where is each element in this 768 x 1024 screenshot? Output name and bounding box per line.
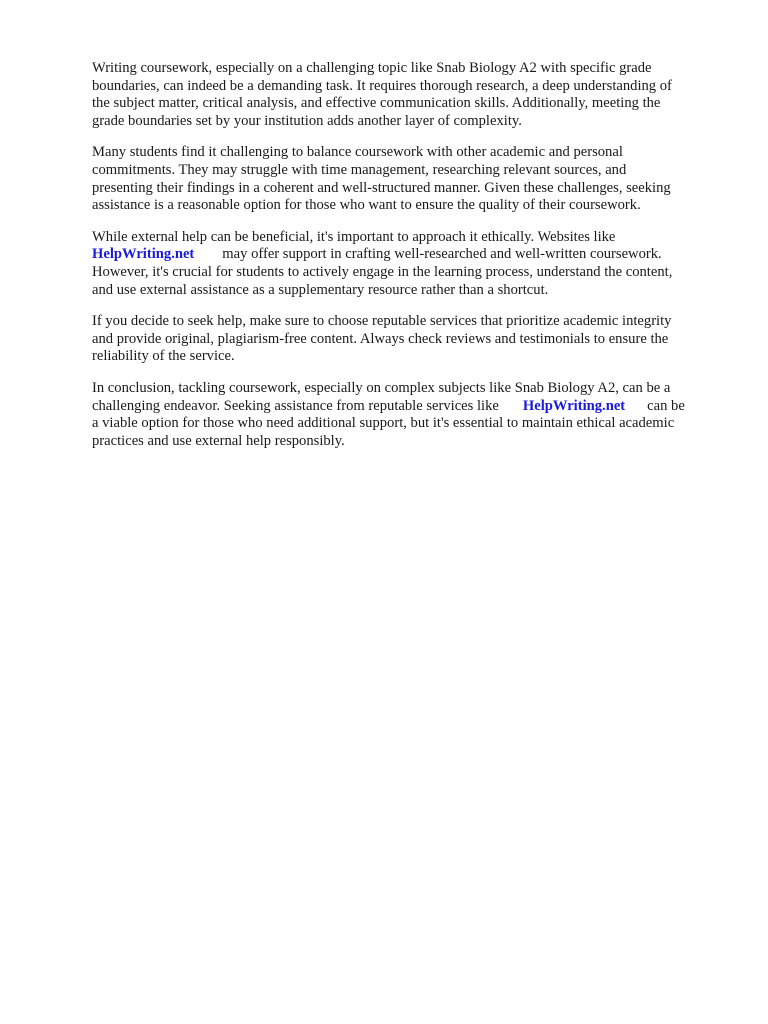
helpwriting-link[interactable]: HelpWriting.net xyxy=(522,397,626,414)
text-line: If you decide to seek help, make sure to choose reputable services that prioritize academic integrity xyxy=(92,313,672,330)
helpwriting-link[interactable]: HelpWriting.net xyxy=(92,246,195,263)
text-line: Writing coursework, especially on a challenging topic like Snab Biology A2 with specific grade xyxy=(92,60,652,76)
text-fragment: may offer support in crafting well-researched and well-written coursework. xyxy=(222,246,662,263)
paragraph-reputable-services xyxy=(92,313,732,366)
document-body xyxy=(92,60,732,464)
text-fragment: challenging endeavor. Seeking assistance from reputable services like xyxy=(92,397,499,414)
text-line: However, it's crucial for students to actively engage in the learning process, understand the content, xyxy=(92,263,673,280)
text-line: reliability of the service. xyxy=(92,348,235,365)
text-line: presenting their findings in a coherent and well-structured manner. Given these challenges, seeking xyxy=(92,179,671,196)
text-line: and use external assistance as a supplementary resource rather than a shortcut. xyxy=(92,281,549,298)
text-line: grade boundaries set by your institution adds another layer of complexity. xyxy=(92,112,522,129)
text-line: Many students find it challenging to balance coursework with other academic and personal xyxy=(92,144,623,161)
text-line: boundaries, can indeed be a demanding task. It requires thorough research, a deep understanding of xyxy=(92,77,672,94)
text-fragment: can be xyxy=(647,397,685,414)
text-line: practices and use external help responsibly. xyxy=(92,432,345,449)
text-line: assistance is a reasonable option for those who want to ensure the quality of their coursework. xyxy=(92,197,641,214)
paragraph-external-help xyxy=(92,229,732,299)
text-line: In conclusion, tackling coursework, especially on complex subjects like Snab Biology A2, can be a xyxy=(92,379,671,396)
paragraph-intro xyxy=(92,60,732,130)
text-line: the subject matter, critical analysis, and effective communication skills. Additionally, meeting the xyxy=(92,95,661,112)
paragraph-conclusion xyxy=(92,380,732,450)
text-line: and provide original, plagiarism-free content. Always check reviews and testimonials to ensure the xyxy=(92,330,669,347)
text-line xyxy=(92,246,732,264)
text-line: a viable option for those who need additional support, but it's essential to maintain ethical academic xyxy=(92,415,675,432)
text-line: commitments. They may struggle with time management, researching relevant sources, and xyxy=(92,161,627,178)
text-line: While external help can be beneficial, it's important to approach it ethically. Websites like xyxy=(92,228,616,245)
text-line xyxy=(92,398,732,416)
paragraph-challenges xyxy=(92,144,732,214)
